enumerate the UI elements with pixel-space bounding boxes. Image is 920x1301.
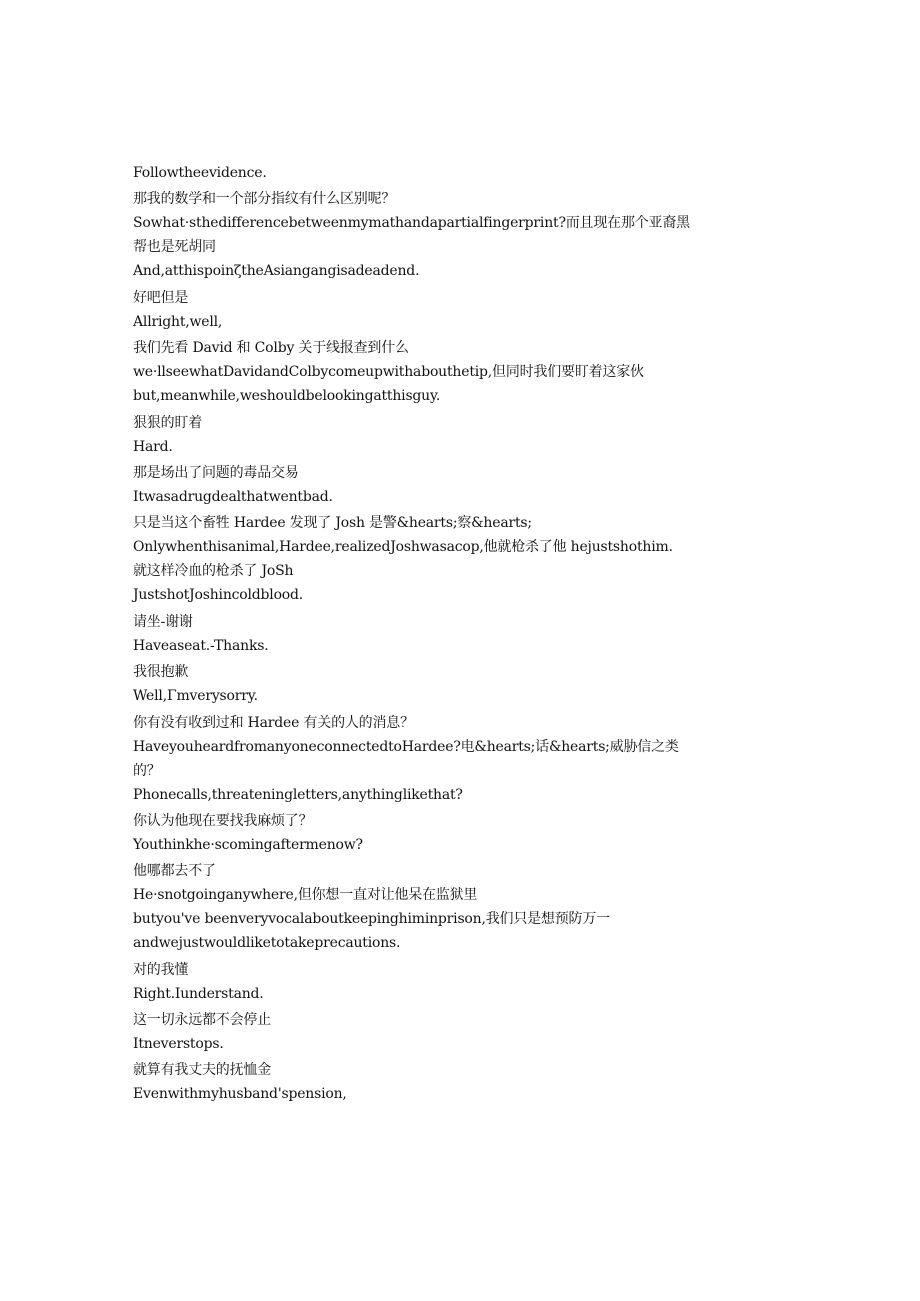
document-body: [133, 161, 693, 1106]
text-line: but,meanwhile,weshouldbelookingatthisguy.: [133, 388, 441, 405]
text-line: Well,Γmverysorry.: [133, 688, 258, 705]
text-line: Hard.: [133, 438, 173, 455]
text-line: HaveyouheardfromanyoneconnectedtoHardee?电&hearts;话&hearts;威胁信之类的？: [133, 738, 679, 779]
text-line: Followtheevidence.: [133, 165, 267, 181]
text-line: 我们先看 David 和 Colby 关于线报查到什么: [133, 340, 409, 357]
text-line: we·llseewhatDavidandColbycomeupwithabouthetip,但同时我们要盯着这家伙: [133, 364, 644, 381]
text-line: Sowhat·sthedifferencebetweenmymathandapartialfingerprint?而且现在那个亚裔黑帮也是死胡同: [133, 215, 690, 256]
text-line: 那我的数学和一个部分指纹有什么区别呢？: [133, 191, 396, 208]
text-line: And,atthispoinζtheAsiangangisadeadend.: [133, 263, 420, 280]
text-line: Right.Iunderstand.: [133, 985, 264, 1002]
text-line: He·snotgoinganywhere,但你想一直对让他呆在监狱里: [133, 887, 478, 904]
text-line: Phonecalls,threateningletters,anythinglikethat?: [133, 786, 463, 803]
text-line: Youthinkhe·scomingaftermenow?: [133, 836, 363, 853]
text-line: Evenwithmyhusband'spension,: [133, 1086, 347, 1103]
text-line: 你认为他现在要找我麻烦了？: [133, 812, 313, 829]
text-line: 他哪都去不了: [133, 863, 216, 880]
text-line: Itwasadrugdealthatwentbad.: [133, 488, 333, 505]
text-line: butyou've beenveryvocalaboutkeepinghiminprison,我们只是想预防万一: [133, 911, 610, 928]
text-line: 你有没有收到过和 Hardee 有关的人的消息？: [133, 714, 414, 731]
text-line: JustshotJoshincoldblood.: [133, 587, 304, 604]
text-line: 好吧但是: [133, 289, 189, 306]
text-line: 只是当这个畜牲 Hardee 发现了 Josh 是警&hearts;察&hearts;: [133, 515, 532, 532]
text-line: 我很抱歉: [133, 664, 189, 681]
text-line: Haveaseat.-Thanks.: [133, 637, 269, 654]
text-line: Allright,well,: [133, 313, 223, 330]
text-line: 就这样冷血的枪杀了 JoSh: [133, 563, 294, 580]
text-line: 那是场出了问题的毒品交易: [133, 464, 299, 481]
text-line: Itneverstops.: [133, 1036, 224, 1053]
text-line: 请坐-谢谢: [133, 613, 193, 630]
text-line: 对的我懂: [133, 961, 189, 978]
text-line: 这一切永远都不会停止: [133, 1012, 271, 1029]
text-line: 狠狠的盯着: [133, 414, 202, 431]
text-line: 就算有我丈夫的抚恤金: [133, 1062, 271, 1079]
text-line: Onlywhenthisanimal,Hardee,realizedJoshwasacop,他就枪杀了他 hejustshothim.: [133, 539, 673, 556]
text-line: andwejustwouldliketotakeprecautions.: [133, 935, 401, 952]
